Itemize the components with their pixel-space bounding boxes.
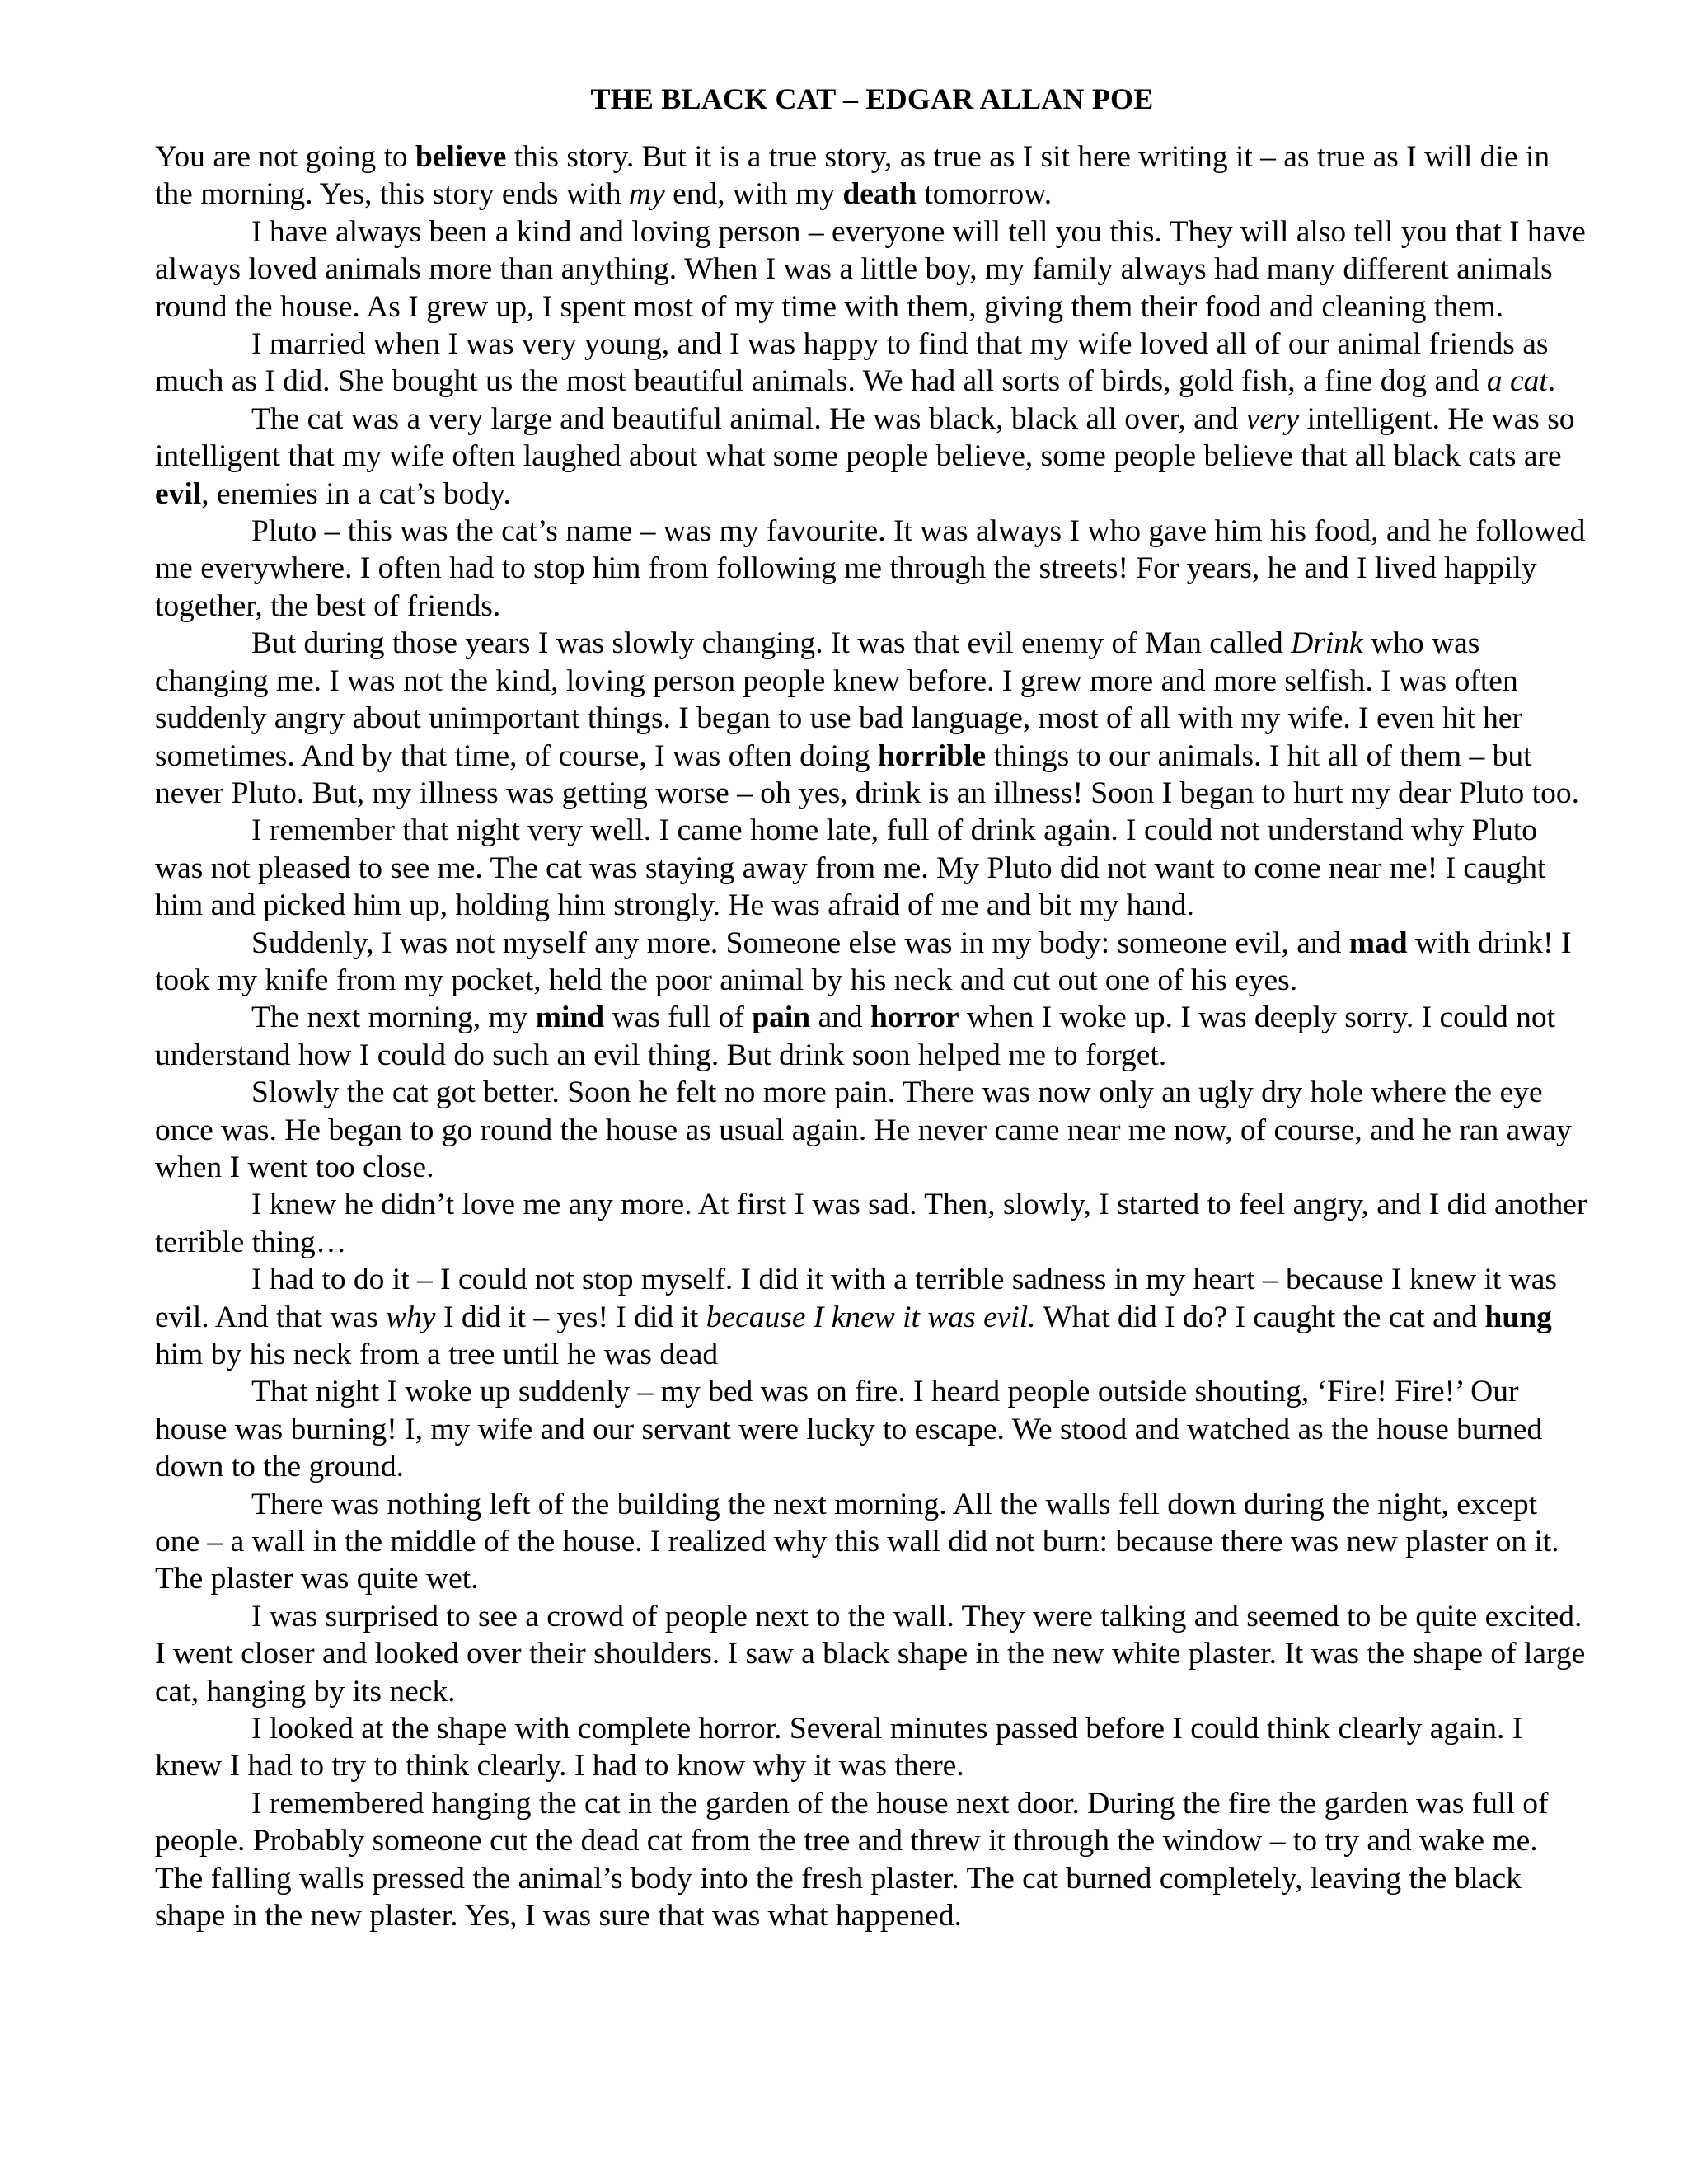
- paragraph-text: The next morning, my: [251, 1001, 536, 1035]
- paragraph-text: I knew he didn’t love me any more. At first I was sad. Then, slowly, I started to feel angry, and I did another terrible thing…: [155, 1188, 1587, 1259]
- story-paragraph: [155, 1074, 1589, 1186]
- paragraph-text: when I woke up. I was deeply sorry. I could not understand how I could do such an evil thing. But drink soon helped me to forget.: [155, 1001, 1556, 1072]
- story-paragraph: [155, 513, 1589, 625]
- paragraph-text: There was nothing left of the building the next morning. All the walls fell down during the night, except one – a wall in the middle of the house. I realized why this wall did not burn: because there was new plaster on it. The plaster was quite wet.: [155, 1487, 1559, 1596]
- bold-text: pain: [752, 1001, 811, 1035]
- bold-text: mad: [1348, 926, 1408, 960]
- paragraph-text: I married when I was very young, and I was happy to find that my wife loved all of our animal friends as much as I did. She bought us the most beautiful animals. We had all sorts of birds, gold fish, a fine dog and: [155, 327, 1549, 399]
- bold-text: hung: [1484, 1300, 1552, 1334]
- document-page: [155, 79, 1589, 1935]
- story-paragraph: [155, 999, 1589, 1074]
- paragraph-text: That night I woke up suddenly – my bed was on fire. I heard people outside shouting, ‘Fire! Fire!’ Our house was burning! I, my wife and our servant were lucky to escape. We stood and watched as the house burned down to the ground.: [155, 1375, 1543, 1484]
- paragraph-text: things to our animals. I hit all of them – but never Pluto. But, my illness was getting worse – oh yes, drink is an illness! Soon I began to hurt my dear Pluto too.: [155, 738, 1579, 810]
- italic-text: a cat: [1486, 364, 1548, 399]
- story-paragraph: [155, 1261, 1589, 1373]
- paragraph-text: .: [1547, 364, 1556, 399]
- paragraph-text: him by his neck from a tree until he was dead: [155, 1338, 719, 1371]
- italic-text: Drink: [1291, 626, 1363, 661]
- paragraph-text: end, with my: [664, 177, 843, 212]
- italic-text: my: [629, 177, 665, 212]
- paragraph-text: this story. But it is a true story, as true as I sit here writing it – as true as I will die in the morning. Yes, this story ends with: [155, 140, 1550, 212]
- bold-text: believe: [415, 140, 507, 174]
- paragraph-text: The cat was a very large and beautiful animal. He was black, black all over, and: [251, 401, 1246, 436]
- paragraph-text: I remember that night very well. I came home late, full of drink again. I could not understand why Pluto was not pleased to see me. The cat was staying away from me. My Pluto did not want to come near me! I caught him and picked him up, holding him strongly. He was afraid of me and bit my hand.: [155, 813, 1546, 923]
- italic-text: why: [386, 1300, 436, 1334]
- italic-text: because I knew it was evil.: [706, 1300, 1036, 1334]
- bold-text: evil: [155, 476, 202, 511]
- story-paragraph: [155, 326, 1589, 401]
- paragraph-text: You are not going to: [155, 140, 415, 174]
- paragraph-text: I did it – yes! I did it: [435, 1300, 706, 1334]
- paragraph-text: Suddenly, I was not myself any more. Someone else was in my body: someone evil, and: [251, 926, 1349, 960]
- story-paragraph: [155, 213, 1589, 326]
- story-paragraph: [155, 138, 1589, 213]
- bold-text: horrible: [877, 738, 987, 773]
- paragraph-text: I had to do it – I could not stop myself. I did it with a terrible sadness in my heart – because I knew it was evil. And that was: [155, 1263, 1558, 1334]
- paragraph-text: But during those years I was slowly changing. It was that evil enemy of Man called: [251, 626, 1292, 661]
- story-paragraph: [155, 1186, 1589, 1261]
- story-paragraph: [155, 812, 1589, 924]
- story-paragraph: [155, 1373, 1589, 1485]
- paragraph-text: I have always been a kind and loving person – everyone will tell you this. They will also tell you that I have always loved animals more than anything. When I was a little boy, my family always had many different animals round the house. As I grew up, I spent most of my time with them, giving them their food and cleaning them.: [155, 214, 1586, 324]
- paragraph-text: intelligent. He was so intelligent that my wife often laughed about what some people believe, some people believe that all black cats are: [155, 401, 1575, 474]
- story-paragraph: [155, 925, 1589, 1000]
- paragraph-text: and: [810, 1001, 871, 1035]
- paragraph-text: I was surprised to see a crowd of people next to the wall. They were talking and seemed to be quite excited. I went closer and looked over their shoulders. I saw a black shape in the new white plaster. It was the shape of large cat, hanging by its neck.: [155, 1599, 1586, 1708]
- story-paragraph: [155, 1486, 1589, 1598]
- story-paragraph: [155, 1785, 1589, 1935]
- paragraph-text: I looked at the shape with complete horror. Several minutes passed before I could think clearly again. I knew I had to try to think clearly. I had to know why it was there.: [155, 1712, 1523, 1783]
- story-paragraph: [155, 401, 1589, 513]
- bold-text: death: [842, 177, 917, 212]
- paragraph-text: Slowly the cat got better. Soon he felt no more pain. There was now only an ugly dry hole where the eye once was. He began to go round the house as usual again. He never came near me now, of course, and he ran away when I went too close.: [155, 1076, 1572, 1184]
- italic-text: very: [1245, 401, 1300, 436]
- story-paragraph: [155, 1598, 1589, 1710]
- paragraph-text: was full of: [604, 1001, 753, 1035]
- document-title: THE BLACK CAT – EDGAR ALLAN POE: [590, 82, 1154, 115]
- paragraph-text: tomorrow.: [916, 177, 1053, 212]
- story-body: [155, 138, 1589, 1935]
- bold-text: horror: [870, 1001, 959, 1035]
- paragraph-text: What did I do? I caught the cat and: [1035, 1300, 1485, 1334]
- paragraph-text: , enemies in a cat’s body.: [201, 476, 511, 511]
- paragraph-text: Pluto – this was the cat’s name – was my favourite. It was always I who gave him his food, and he followed me everywhere. I often had to stop him from following me through the streets! For years, he and I lived happily together, the best of friends.: [155, 514, 1586, 623]
- story-paragraph: [155, 1710, 1589, 1785]
- bold-text: mind: [535, 1001, 605, 1035]
- paragraph-text: who was changing me. I was not the kind, loving person people knew before. I grew more and more selfish. I was often suddenly angry about unimportant things. I began to use bad language, most of all with my wife. I even hit her sometimes. And by that time, of course, I was often doing: [155, 626, 1523, 773]
- story-paragraph: [155, 625, 1589, 812]
- paragraph-text: I remembered hanging the cat in the garden of the house next door. During the fire the garden was full of people. Probably someone cut the dead cat from the tree and threw it through the window – to try and wake me. The falling walls pressed the animal’s body into the fresh plaster. The cat burned completely, leaving the black shape in the new plaster. Yes, I was sure that was what happened.: [155, 1786, 1549, 1933]
- paragraph-text: with drink! I took my knife from my pocket, held the poor animal by his neck and cut out one of his eyes.: [155, 926, 1572, 997]
